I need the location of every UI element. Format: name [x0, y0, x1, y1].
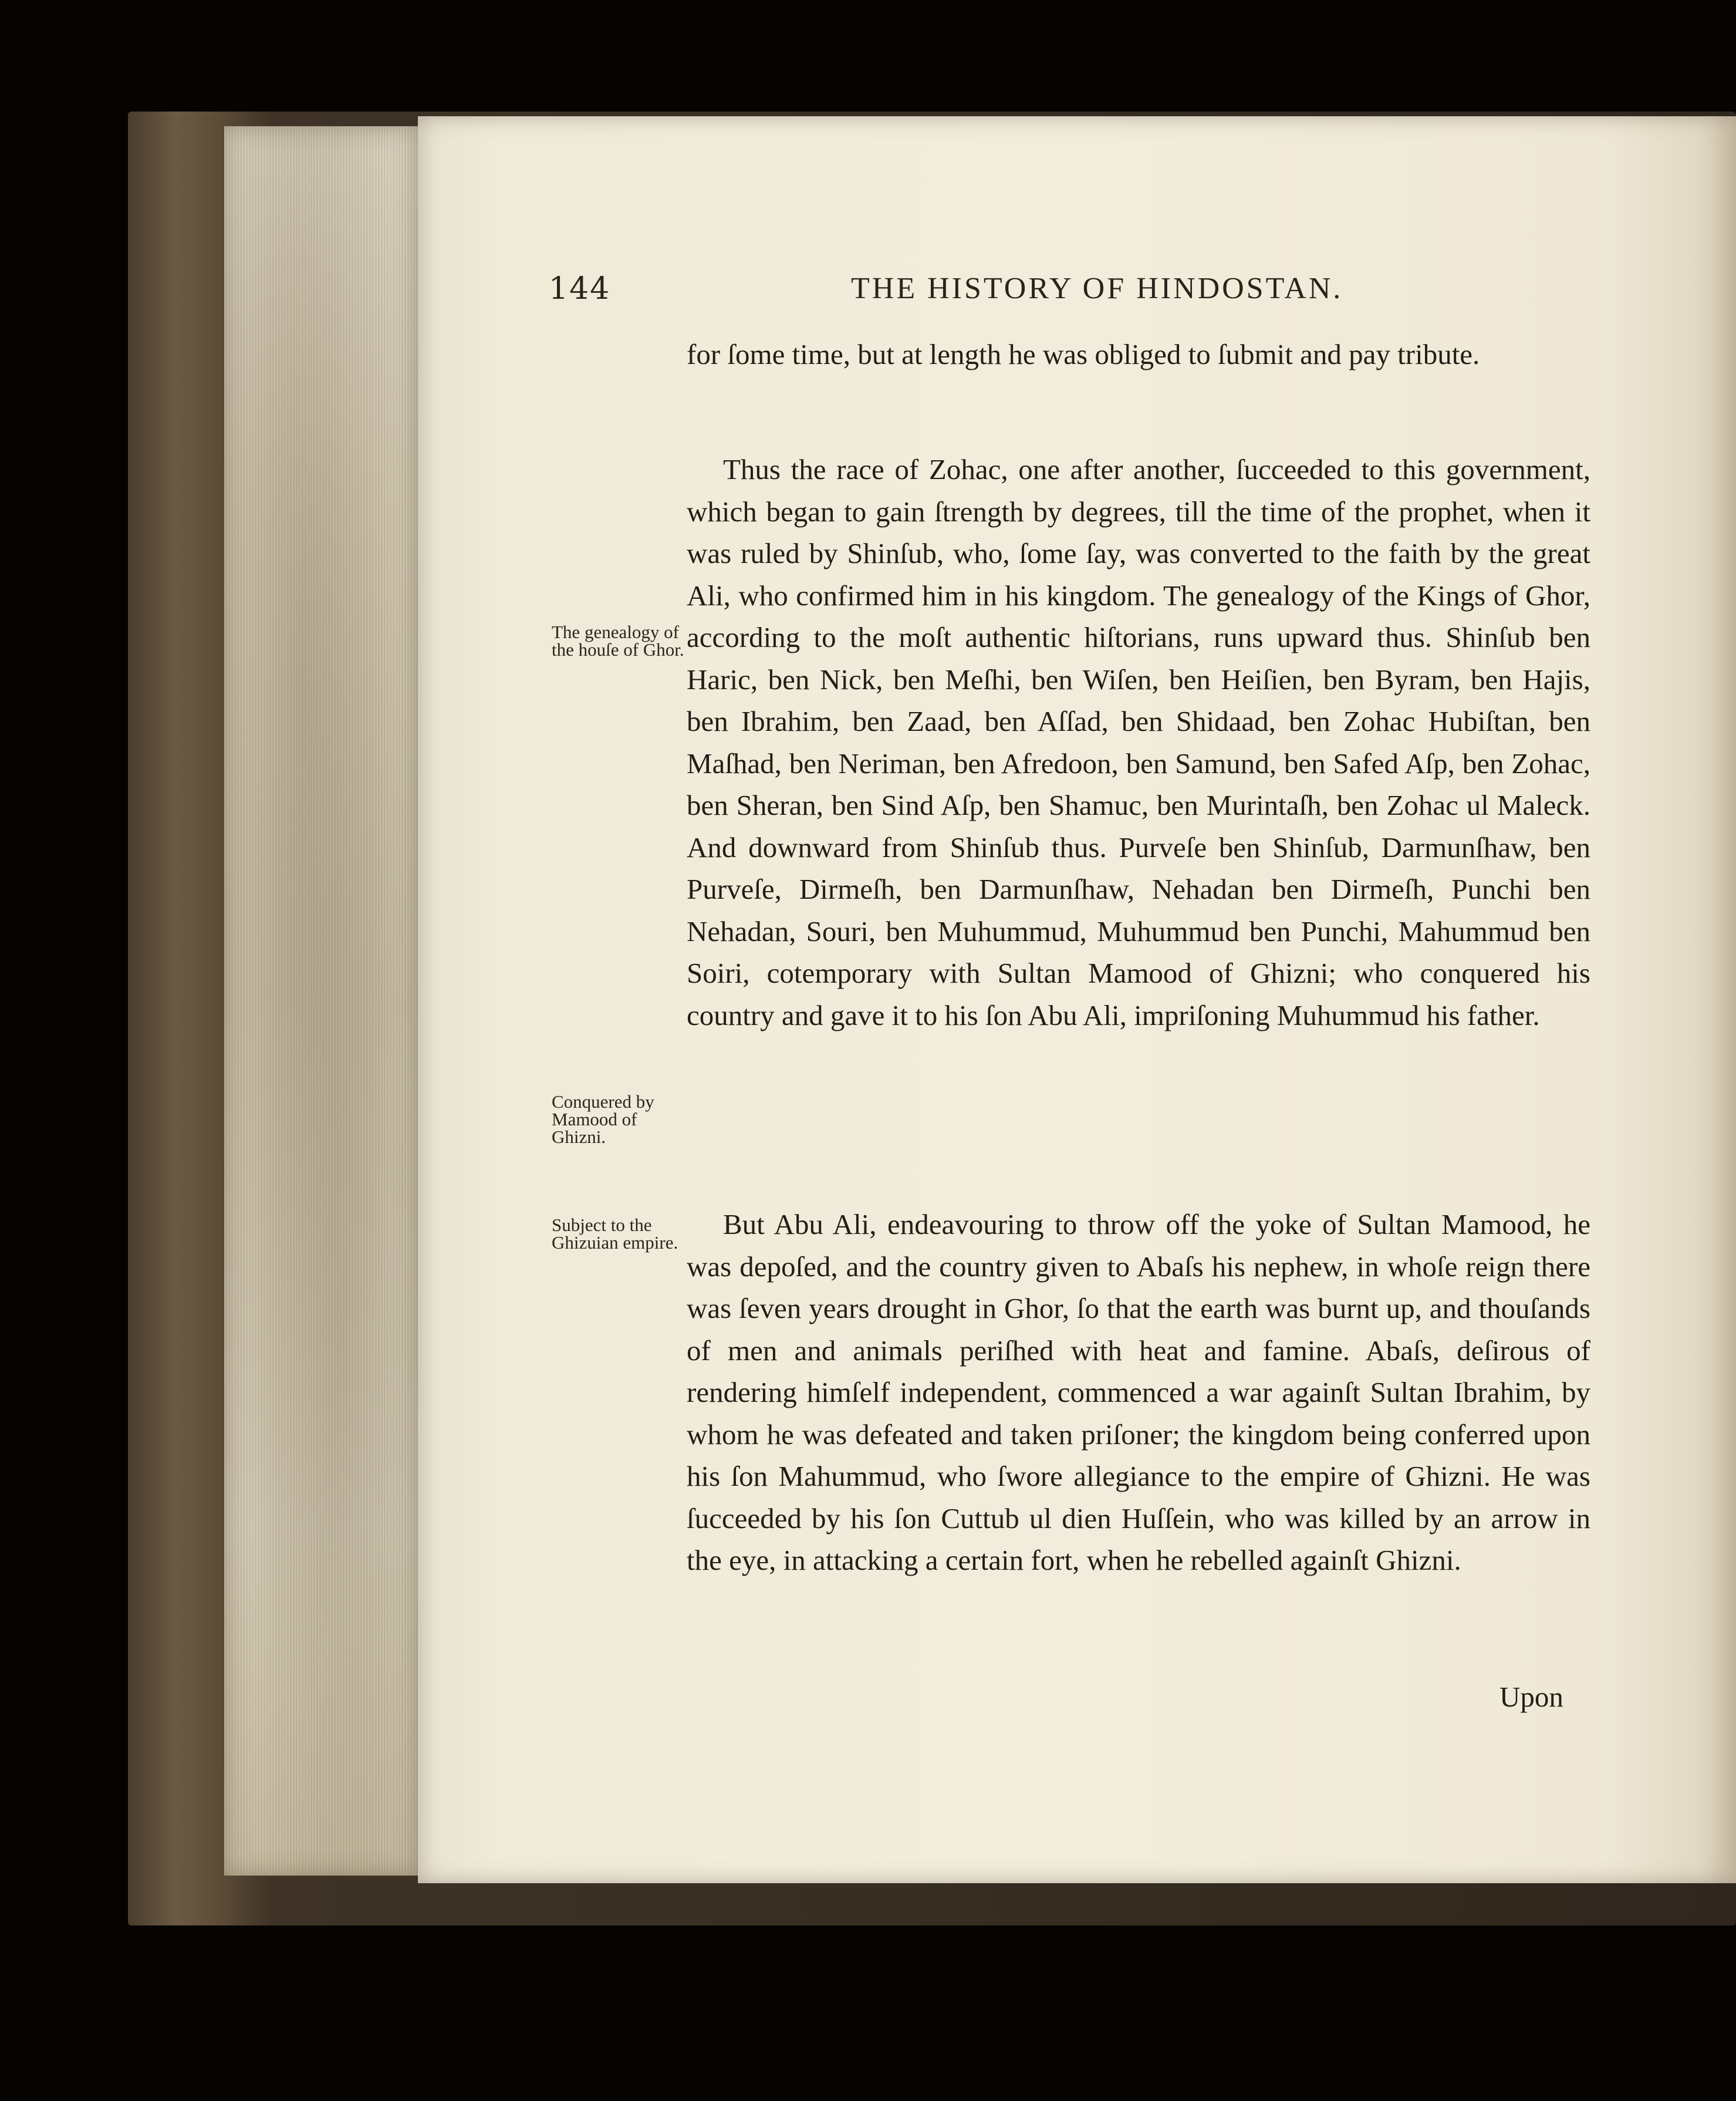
catchword: Upon [1499, 1681, 1563, 1713]
page-number: 144 [549, 271, 611, 306]
paragraph-continuation: for ſome time, but at length he was obliged to ſubmit and pay tribute. [687, 338, 1480, 370]
margin-note-conquered: Conquered by Mamood of Ghizni. [552, 1091, 654, 1147]
page-block-edge [224, 126, 418, 1876]
running-title: THE HISTORY OF HINDOSTAN. [851, 272, 1343, 305]
margin-note-subject: Subject to the Ghizuian empire. [552, 1215, 678, 1253]
paragraph-genealogy: Thus the race of Zohac, one after another, ſucceeded to this government, which began to gain ſtrength by degrees, till the time of the prophet, when it was ruled by Shinſub, who, ſome ſay, was converted to the faith by the great Ali, who confirmed him in his kingdom. The genealogy of the Kings of Ghor, according to the moſt authentic hiſtorians, runs upward thus. Shinſub ben Haric, ben Nick, ben Meſhi, ben Wiſen, ben Heiſien, ben Byram, ben Hajis, ben Ibrahim, ben Zaad, ben Aſſad, ben Shidaad, ben Zohac Hubiſtan, ben Maſhad, ben Neriman, ben Afredoon, ben Samund, ben Safed Aſp, ben Zohac, ben Sheran, ben Sind Aſp, ben Shamuc, ben Murintaſh, ben Zohac ul Maleck. And downward from Shinſub thus. Purveſe ben Shinſub, Darmunſhaw, ben Purveſe, Dirmeſh, ben Darmunſhaw, Nehadan ben Dirmeſh, Punchi ben Nehadan, Souri, ben Muhummud, Muhummud ben Punchi, Mahummud ben Soiri, cotemporary with Sultan Mamood of Ghizni; who conquered his country and gave it to his ſon Abu Ali, impriſoning Muhummud his father. [687, 453, 1590, 1031]
margin-note-genealogy: The genealogy of the houſe of Ghor. [552, 622, 684, 660]
page-header [0, 271, 1736, 318]
paragraph-abu-ali: But Abu Ali, endeavouring to throw off the yoke of Sultan Mamood, he was depoſed, and the country given to Abaſs his nephew, in whoſe reign there was ſeven years drought in Ghor, ſo that the earth was burnt up, and thouſands of men and animals periſhed with heat and famine. Abaſs, deſirous of rendering himſelf independent, commenced a war againſt Sultan Ibrahim, by whom he was defeated and taken priſoner; the kingdom being conferred upon his ſon Mahummud, who ſwore allegiance to the empire of Ghizni. He was ſucceeded by his ſon Cuttub ul dien Huſſein, who was killed by an arrow in the eye, in attacking a certain fort, when he rebelled againſt Ghizni. [687, 1208, 1590, 1576]
